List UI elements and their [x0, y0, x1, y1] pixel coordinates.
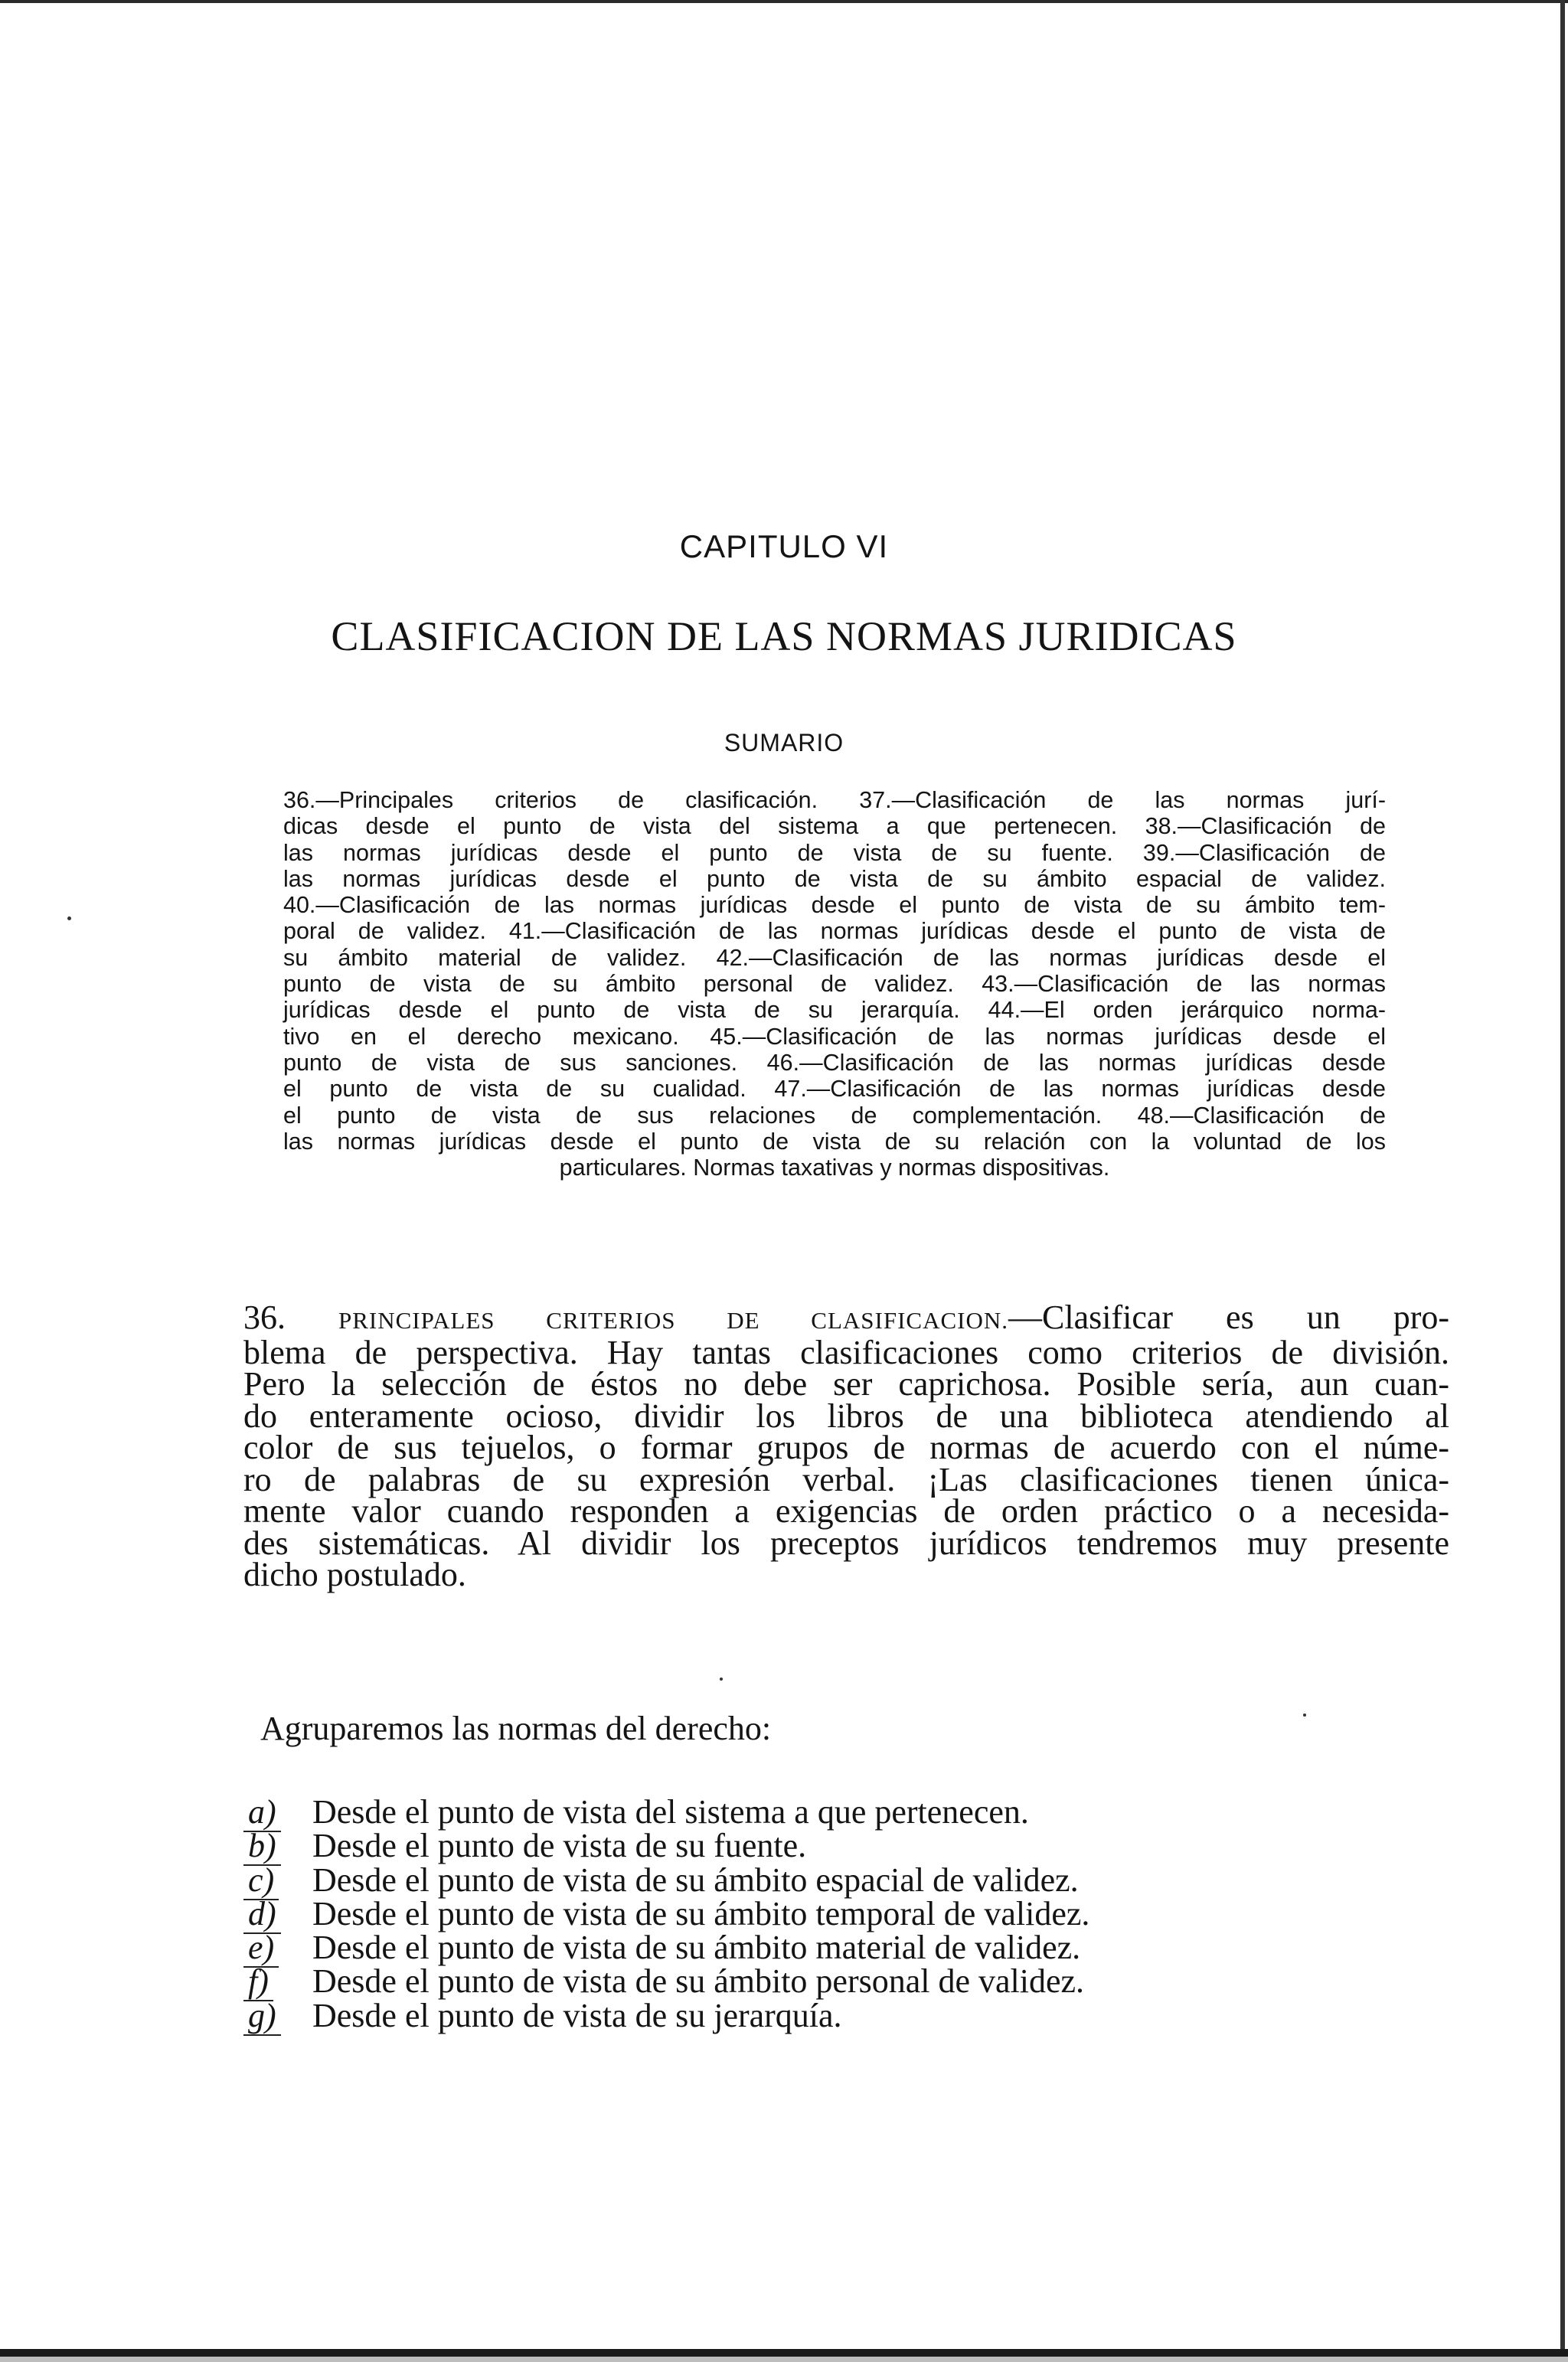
stray-mark	[720, 1678, 723, 1681]
section-heading: PRINCIPALES CRITERIOS DE CLASIFICACION.	[338, 1307, 1008, 1334]
summary-line: las normas jurídicas desde el punto de vista de su relación con la voluntad de los	[283, 1128, 1386, 1155]
list-intro: Agruparemos las normas del derecho:	[260, 1710, 772, 1747]
list-item-text: Desde el punto de vista de su fuente.	[312, 1827, 807, 1865]
list-item	[243, 1931, 1089, 1965]
summary-line: jurídicas desde el punto de vista de su jerarquía. 44.—El orden jerárquico norma-	[283, 997, 1386, 1024]
chapter-label: CAPITULO VI	[679, 528, 889, 564]
list-marker: b)	[243, 1829, 312, 1863]
body-line: do enteramente ocioso, dividir los libros de una biblioteca atendiendo al	[243, 1397, 1449, 1435]
list-item	[243, 1861, 1089, 1899]
list-item	[243, 1894, 1090, 1932]
list-item-text: Desde el punto de vista de su ámbito material de validez.	[312, 1929, 1081, 1967]
body-line: color de sus tejuelos, o formar grupos de normas de acuerdo con el núme-	[243, 1429, 1449, 1466]
list-item-text: Desde el punto de vista de su ámbito espacial de validez.	[312, 1861, 1079, 1899]
summary-line: las normas jurídicas desde el punto de vista de su ámbito espacial de validez.	[283, 865, 1386, 892]
list-marker: g)	[243, 1999, 312, 2033]
list-marker: a)	[243, 1795, 312, 1829]
body-line: ro de palabras de su expresión verbal. ¡Las clasificaciones tienen única-	[243, 1460, 1449, 1498]
section-body	[243, 1299, 1449, 1593]
summary-line: punto de vista de su ámbito personal de validez. 43.—Clasificación de las normas	[283, 971, 1386, 998]
scan-right-edge	[1560, 0, 1565, 2362]
summary-line: el punto de vista de su cualidad. 47.—Clasificación de las normas jurídicas desde	[283, 1076, 1386, 1103]
stray-mark	[67, 916, 71, 920]
section-first-line	[243, 1299, 1449, 1337]
scan-top-edge	[0, 0, 1568, 3]
list-item-text: Desde el punto de vista del sistema a que pertenecen.	[312, 1793, 1029, 1831]
list-item-text: Desde el punto de vista de su ámbito temporal de validez.	[312, 1894, 1090, 1932]
summary-line: el punto de vista de sus relaciones de complementación. 48.—Clasificación de	[283, 1102, 1386, 1129]
list-marker: f)	[243, 1965, 312, 1998]
summary-block	[283, 787, 1386, 1181]
scan-bottom-edge	[0, 2349, 1568, 2357]
body-line: blema de perspectiva. Hay tantas clasificaciones como criterios de división.	[243, 1333, 1449, 1371]
summary-line: poral de validez. 41.—Clasificación de las normas jurídicas desde el punto de vista de	[283, 918, 1386, 945]
list-item	[243, 1795, 1089, 1829]
list-marker: c)	[243, 1864, 312, 1897]
summary-line: punto de vista de sus sanciones. 46.—Clasificación de las normas jurídicas desde	[283, 1049, 1386, 1076]
list-item	[243, 1996, 1089, 2034]
body-line: dicho postulado.	[243, 1556, 466, 1593]
scan-bottom-margin	[0, 2357, 1568, 2362]
summary-heading: SUMARIO	[724, 729, 844, 756]
list-marker: d)	[243, 1897, 312, 1931]
section-first-line-rest: —Clasificar es un pro-	[1008, 1299, 1449, 1336]
summary-line: 36.—Principales criterios de clasificación. 37.—Clasificación de las normas jurí-	[283, 787, 1386, 813]
section-number: 36.	[243, 1299, 286, 1336]
summary-line: las normas jurídicas desde el punto de vista de su fuente. 39.—Clasificación de	[283, 839, 1386, 866]
body-line: des sistemáticas. Al dividir los preceptos jurídicos tendremos muy presente	[243, 1524, 1449, 1562]
summary-line: 40.—Clasificación de las normas jurídicas desde el punto de vista de su ámbito tem-	[283, 892, 1386, 919]
summary-line: particulares. Normas taxativas y normas dispositivas.	[559, 1155, 1110, 1181]
summary-line: su ámbito material de validez. 42.—Clasificación de las normas jurídicas desde el	[283, 944, 1386, 971]
list-marker: e)	[243, 1931, 312, 1965]
list-item	[243, 1829, 1089, 1863]
list-item-text: Desde el punto de vista de su jerarquía.	[312, 1996, 842, 2034]
summary-line: tivo en el derecho mexicano. 45.—Clasificación de las normas jurídicas desde el	[283, 1023, 1386, 1050]
list-item	[243, 1962, 1089, 2001]
summary-line: dicas desde el punto de vista del sistema a que pertenecen. 38.—Clasificación de	[283, 813, 1386, 840]
body-line: mente valor cuando responden a exigencias de orden práctico o a necesida-	[243, 1492, 1449, 1530]
body-line: Pero la selección de éstos no debe ser caprichosa. Posible sería, aun cuan-	[243, 1365, 1449, 1403]
classification-list	[243, 1795, 1089, 2033]
stray-mark	[1303, 1714, 1306, 1717]
list-item-text: Desde el punto de vista de su ámbito personal de validez.	[312, 1962, 1085, 2001]
chapter-title: CLASIFICACION DE LAS NORMAS JURIDICAS	[331, 613, 1237, 659]
